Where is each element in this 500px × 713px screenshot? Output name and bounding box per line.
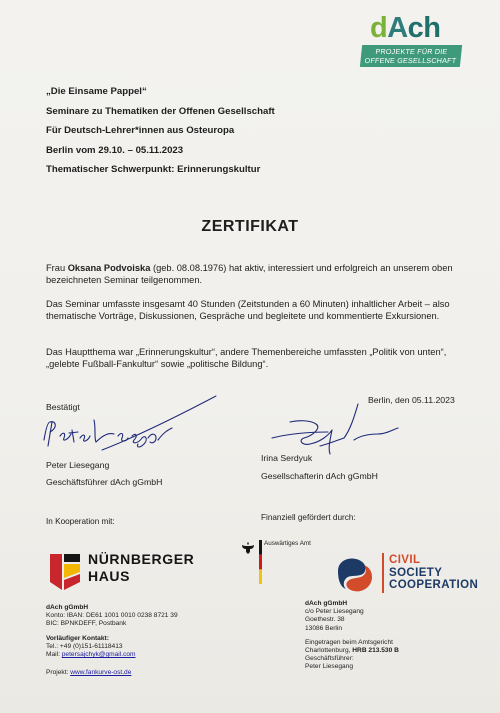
paragraph-participation: Frau Oksana Podvoiska (geb. 08.08.1976) hat aktiv, interessiert und erfolgreich an unserem oben bezeichneten Seminar teilgenommen. <box>46 263 453 286</box>
signature-peter-liesegang <box>38 392 223 454</box>
civil-society-divider <box>382 553 384 593</box>
signer-left-name: Peter Liesegang <box>46 460 110 470</box>
project-link[interactable]: www.fankurve-ost.de <box>70 669 132 677</box>
auswaertiges-amt-label: Auswärtiges Amt <box>264 540 311 547</box>
paragraph-topics: Das Hauptthema war „Erinnerungskultur“, andere Themenbereiche umfassten „Politik von unten“, „gelebte Fußball-Fankultur“ sowie „politische Bildung“. <box>46 347 447 370</box>
seminar-name: „Die Einsame Pappel“ <box>46 86 147 97</box>
place-date: Berlin, den 05.11.2023 <box>368 395 455 405</box>
federal-flag-bar <box>259 540 262 584</box>
funding-label: Finanziell gefördert durch: <box>261 513 356 522</box>
participant-name: Oksana Podvoiska <box>67 263 151 273</box>
seminar-series: Seminare zu Thematiken der Offenen Gesellschaft <box>46 106 275 117</box>
federal-eagle-icon <box>240 541 256 555</box>
dach-tagline: PROJEKTE FÜR DIE OFFENE GESELLSCHAFT <box>360 45 462 67</box>
cooperation-label: In Kooperation mit: <box>46 517 115 526</box>
signer-right-name: Irina Serdyuk <box>261 453 313 463</box>
civil-society-cooperation-logo-text: CIVIL SOCIETY COOPERATION <box>389 554 479 591</box>
footer-left-block: dAch gGmbH Konto: IBAN: DE61 1001 0010 0238 8721 39 BIC: BPNKDEFF, Postbank Vorläufiger Kontakt: Tel.: +49 (0)151-61118413 Mail: petersajchyk@gmail.com Projekt: www.fankurve-ost.de <box>46 604 178 677</box>
nuernberger-haus-logo-text: NÜRNBERGER HAUS <box>88 551 195 584</box>
civil-society-cooperation-logo-mark <box>334 555 376 595</box>
email-link[interactable]: petersajchyk@gmail.com <box>61 651 136 659</box>
seminar-focus: Thematischer Schwerpunkt: Erinnerungskultur <box>46 164 261 175</box>
nuernberger-haus-logo-mark <box>48 552 82 592</box>
seminar-audience: Für Deutsch-Lehrer*innen aus Osteuropa <box>46 125 235 136</box>
seminar-dates: Berlin vom 29.10. – 05.11.2023 <box>46 145 184 156</box>
footer-right-block: dAch gGmbH c/o Peter Liesegang Goethestr. 38 13086 Berlin Eingetragen beim Amtsgericht Charlottenburg, HRB 213.530 B Geschäftsführer: Peter Liesegang <box>305 600 399 671</box>
signer-right-role: Gesellschafterin dAch gGmbH <box>261 471 378 481</box>
dach-logo: dAch <box>370 12 441 44</box>
certificate-title: ZERTIFIKAT <box>201 218 299 235</box>
paragraph-hours: Das Seminar umfasste insgesamt 40 Stunden (Zeitstunden a 60 Minuten) inhaltlicher Arbeit – also thematische Vorträge, Diskussionen, Gespräche und begleitete und kommentierte Exkursionen. <box>46 299 450 322</box>
signer-left-role: Geschäftsführer dAch gGmbH <box>46 477 163 487</box>
confirmed-label: Bestätigt <box>46 402 80 412</box>
